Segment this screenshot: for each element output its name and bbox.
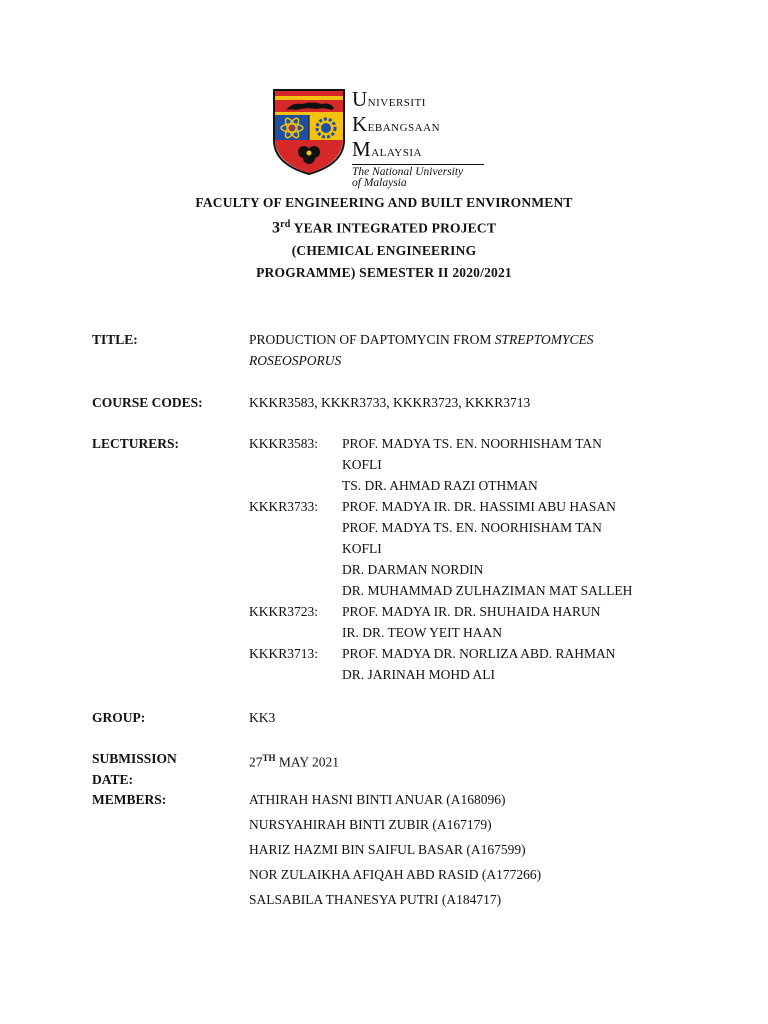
submission-date-field: [92, 748, 732, 792]
document-header: [0, 192, 768, 284]
course-codes-value: KKKR3583, KKKR3733, KKKR3723, KKKR3713: [249, 395, 531, 410]
lecturer-name: KOFLI: [342, 541, 382, 556]
members-label: MEMBERS:: [92, 792, 167, 807]
member-item: HARIZ HAZMI BIN SAIFUL BASAR (A167599): [249, 842, 526, 857]
lecturer-name: IR. DR. TEOW YEIT HAAN: [342, 625, 502, 640]
university-name: [352, 88, 502, 189]
member-item: SALSABILA THANESYA PUTRI (A184717): [249, 892, 502, 907]
title-value: PRODUCTION OF DAPTOMYCIN FROM STREPTOMYCES ROSEOSPORUS: [249, 332, 594, 368]
lecturer-name: PROF. MADYA IR. DR. HASSIMI ABU HASAN: [342, 499, 616, 514]
lecturer-name: PROF. MADYA DR. NORLIZA ABD. RAHMAN: [342, 646, 616, 661]
group-label: GROUP:: [92, 710, 146, 725]
lecturers-label: LECTURERS:: [92, 436, 180, 451]
project-year: 3rd YEAR INTEGRATED PROJECT: [271, 219, 497, 237]
member-item: NURSYAHIRAH BINTI ZUBIR (A167179): [249, 817, 492, 832]
submission-date-value: 27TH MAY 2021: [249, 753, 340, 770]
title-field: [92, 329, 732, 373]
programme-line-2: PROGRAMME) SEMESTER II 2020/2021: [256, 264, 512, 280]
lecturer-course-code: KKKR3723:: [249, 604, 319, 619]
lecturer-name: DR. DARMAN NORDIN: [342, 562, 484, 577]
course-codes-label: COURSE CODES:: [92, 395, 203, 410]
lecturer-name: TS. DR. AHMAD RAZI OTHMAN: [342, 478, 538, 493]
group-field: [92, 707, 732, 729]
faculty-name: FACULTY OF ENGINEERING AND BUILT ENVIRONMENT: [195, 195, 573, 210]
university-logo: [272, 87, 502, 189]
title-label: TITLE:: [92, 332, 138, 347]
member-item: ATHIRAH HASNI BINTI ANUAR (A168096): [249, 792, 506, 807]
lecturer-course-code: KKKR3713:: [249, 646, 319, 661]
lecturer-name: DR. MUHAMMAD ZULHAZIMAN MAT SALLEH: [342, 583, 633, 598]
university-tagline-1: The National University: [352, 166, 464, 178]
members-field: [92, 789, 732, 919]
lecturer-name: DR. JARINAH MOHD ALI: [342, 667, 496, 682]
lecturer-course-code: KKKR3583:: [249, 436, 319, 451]
lecturer-name: KOFLI: [342, 457, 382, 472]
members-list: [249, 787, 689, 912]
member-item: NOR ZULAIKHA AFIQAH ABD RASID (A177266): [249, 867, 542, 882]
course-codes-field: [92, 392, 732, 414]
lecturer-course-code: KKKR3733:: [249, 499, 319, 514]
university-tagline-2: of Malaysia: [352, 177, 407, 189]
lecturers-field: [92, 433, 732, 693]
programme-line-1: (CHEMICAL ENGINEERING: [291, 242, 477, 258]
lecturer-name: PROF. MADYA TS. EN. NOORHISHAM TAN: [342, 436, 602, 451]
logo-divider: [352, 164, 484, 165]
university-name-line-1: Universiti: [352, 87, 426, 111]
university-name-line-2: Kebangsaan: [352, 112, 441, 136]
lecturer-name: PROF. MADYA TS. EN. NOORHISHAM TAN: [342, 520, 602, 535]
lecturer-name: PROF. MADYA IR. DR. SHUHAIDA HARUN: [342, 604, 601, 619]
university-name-line-3: Malaysia: [352, 137, 422, 161]
ukm-crest-icon: [272, 88, 346, 176]
submission-date-label: SUBMISSION DATE:: [92, 751, 177, 787]
group-value: KK3: [249, 710, 276, 725]
